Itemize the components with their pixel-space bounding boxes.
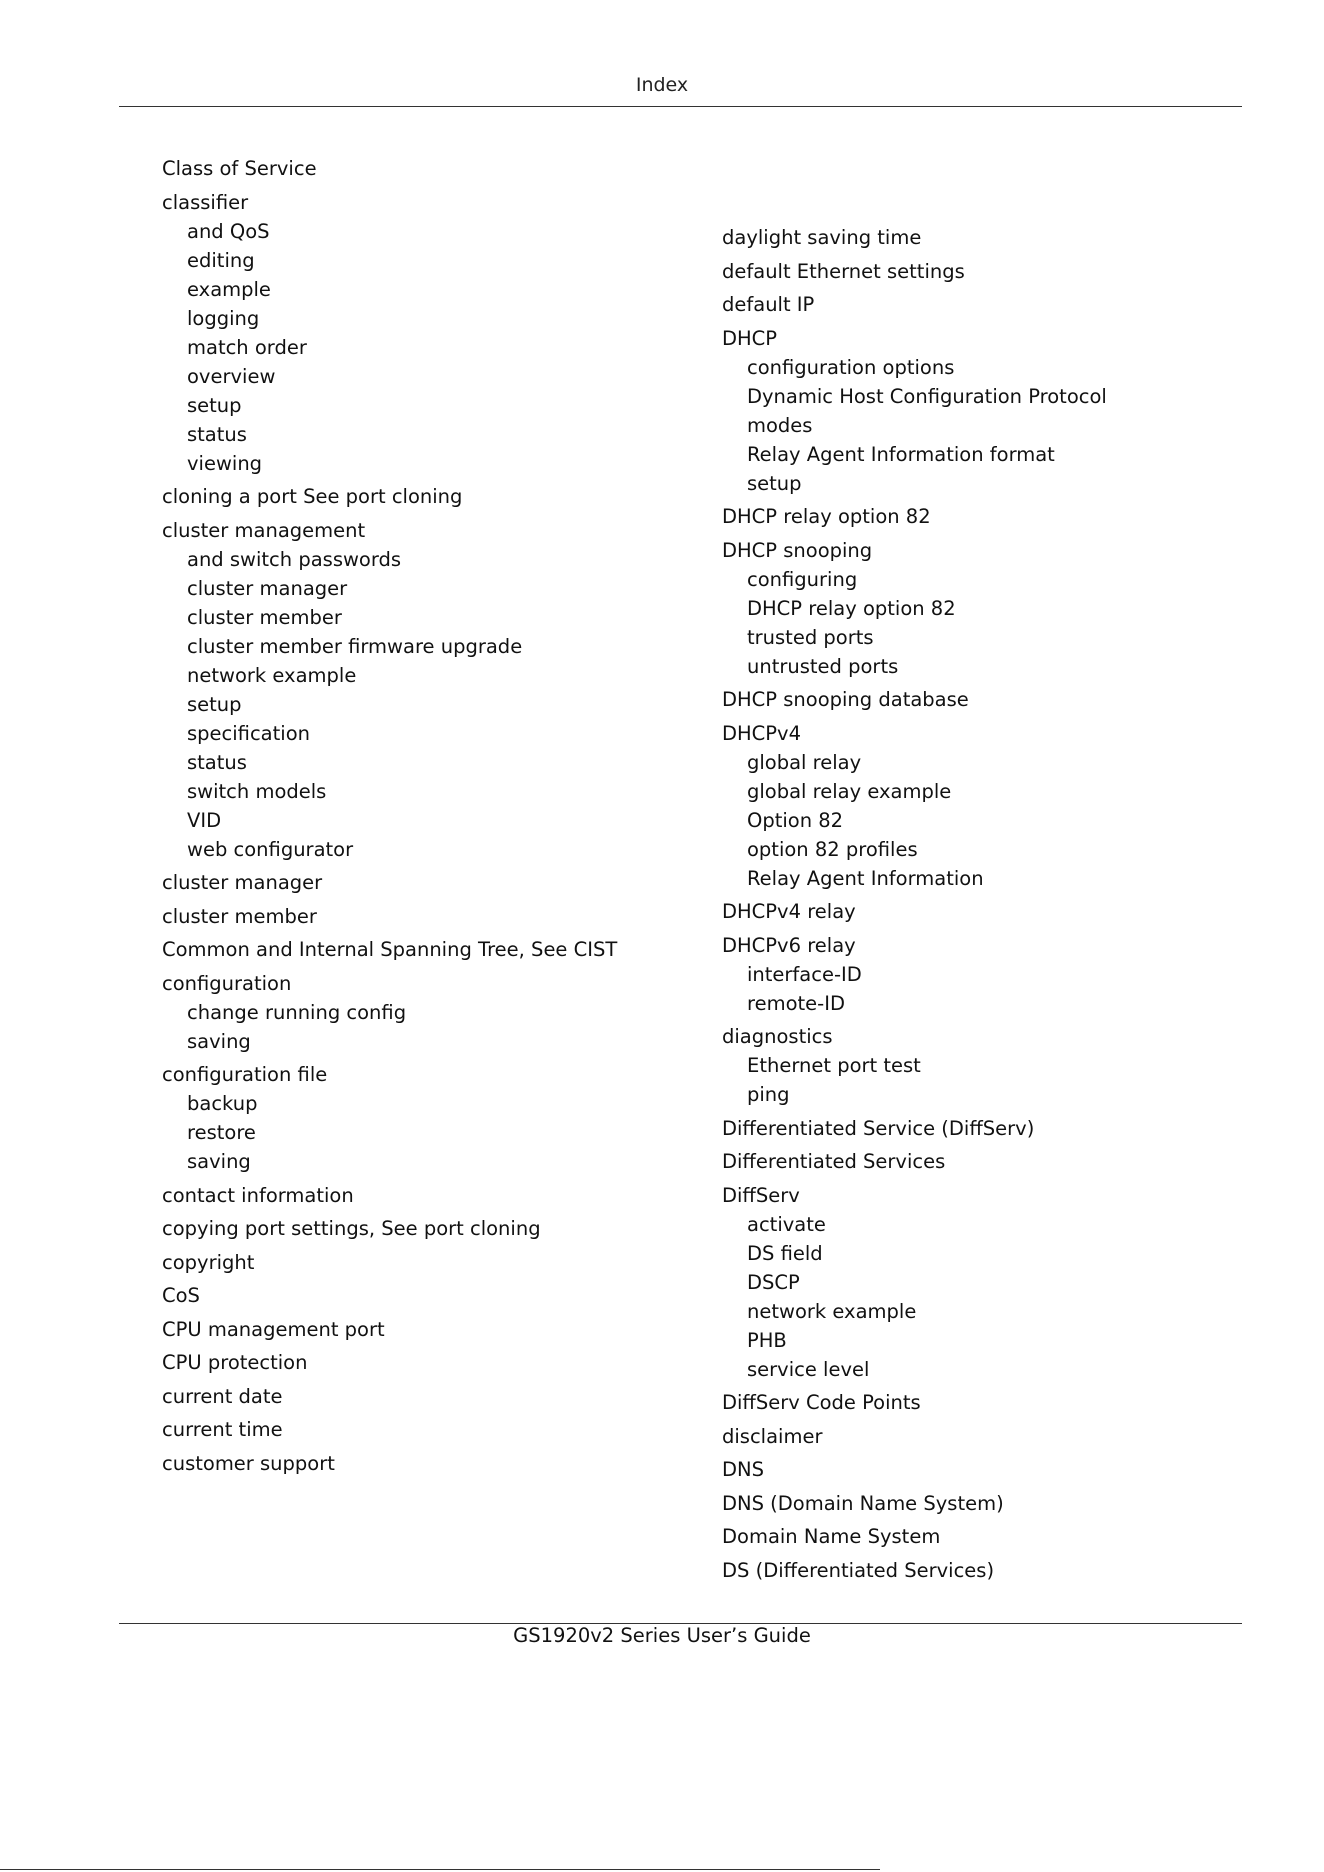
index-subentry: DSCP: [747, 1270, 800, 1294]
index-subentry: Relay Agent Information format: [747, 442, 1055, 466]
index-subentry: and switch passwords: [187, 547, 402, 571]
index-subentry: Dynamic Host Configuration Protocol: [747, 384, 1107, 408]
index-subentry: and QoS: [187, 219, 270, 243]
index-subentry: VID: [187, 808, 222, 832]
index-subentry: DHCP relay option 82: [747, 596, 956, 620]
index-entry: cluster manager: [162, 871, 323, 894]
index-subentry: PHB: [747, 1328, 787, 1352]
index-subentry: example: [187, 277, 271, 301]
index-entry: DS (Differentiated Services): [722, 1558, 995, 1582]
index-entry: configuration file: [162, 1063, 328, 1086]
index-subentry: ping: [747, 1083, 790, 1106]
index-entry: current date: [162, 1384, 283, 1408]
index-subentry: network example: [187, 663, 357, 687]
index-subentry: overview: [187, 364, 276, 388]
index-entry: contact information: [162, 1183, 354, 1207]
index-entry: current time: [162, 1418, 283, 1441]
index-entry: Class of Service: [162, 157, 317, 180]
index-subentry: editing: [187, 248, 255, 272]
index-subentry: saving: [187, 1150, 251, 1173]
index-entry: cloning a port See port cloning: [162, 485, 463, 508]
index-subentry: saving: [187, 1029, 251, 1053]
index-subentry: option 82 profiles: [747, 837, 918, 861]
index-entry: DHCPv4: [722, 721, 801, 745]
index-entry: classifier: [162, 190, 249, 214]
index-entry: disclaimer: [722, 1424, 823, 1448]
index-subentry: Relay Agent Information: [747, 866, 984, 890]
index-subentry: trusted ports: [747, 625, 874, 649]
scan-edge-line: [0, 1869, 880, 1870]
index-subentry: interface-ID: [747, 962, 862, 986]
index-entry: Common and Internal Spanning Tree, See CIST: [162, 938, 618, 961]
index-entry: configuration: [162, 971, 292, 995]
index-subentry: cluster manager: [187, 576, 348, 600]
index-subentry: change running config: [187, 1000, 407, 1024]
header-divider: [119, 106, 1242, 107]
index-entry: copying port settings, See port cloning: [162, 1217, 541, 1240]
index-entry: CPU protection: [162, 1351, 308, 1374]
index-entry: DNS (Domain Name System): [722, 1491, 1004, 1515]
index-entry: DNS: [722, 1458, 764, 1481]
index-subentry: Option 82: [747, 808, 844, 832]
index-subentry: match order: [187, 335, 307, 359]
index-subentry: activate: [747, 1212, 826, 1236]
index-entry: DiffServ Code Points: [722, 1391, 921, 1414]
index-subentry: cluster member firmware upgrade: [187, 634, 523, 658]
index-entry: cluster member: [162, 904, 317, 928]
index-entry: Differentiated Service (DiffServ): [722, 1116, 1035, 1140]
index-entry: DHCPv4 relay: [722, 900, 856, 923]
index-entry: customer support: [162, 1451, 335, 1475]
index-subentry: setup: [187, 692, 242, 716]
page-header-title: Index: [635, 74, 689, 96]
index-subentry: global relay example: [747, 779, 952, 803]
index-entry: DHCP snooping: [722, 538, 873, 562]
index-column-left: [162, 154, 617, 1478]
index-entry: DiffServ: [722, 1183, 800, 1207]
index-subentry: specification: [187, 721, 310, 745]
page-footer-title: GS1920v2 Series User’s Guide: [513, 1624, 811, 1647]
index-entry: DHCP relay option 82: [722, 505, 931, 528]
index-subentry: backup: [187, 1092, 258, 1115]
index-entry: CPU management port: [162, 1317, 385, 1341]
index-subentry: modes: [747, 413, 813, 437]
index-subentry: remote-ID: [747, 991, 845, 1015]
index-subentry: Ethernet port test: [747, 1054, 921, 1077]
index-entry: copyright: [162, 1250, 255, 1274]
index-entry: default Ethernet settings: [722, 259, 965, 283]
index-entry: diagnostics: [722, 1025, 833, 1048]
index-subentry: configuration options: [747, 355, 955, 379]
index-subentry: service level: [747, 1357, 870, 1381]
index-entry: Domain Name System: [722, 1525, 941, 1548]
index-subentry: setup: [187, 393, 242, 417]
index-entry: default IP: [722, 293, 815, 316]
index-entry: Differentiated Services: [722, 1150, 946, 1173]
index-entry: cluster management: [162, 518, 366, 542]
index-subentry: viewing: [187, 451, 263, 475]
index-subentry: status: [187, 750, 247, 774]
index-subentry: status: [187, 422, 247, 446]
index-subentry: setup: [747, 471, 802, 495]
index-subentry: cluster member: [187, 605, 342, 629]
index-entry: DHCPv6 relay: [722, 933, 856, 957]
index-entry: daylight saving time: [722, 226, 922, 249]
index-subentry: switch models: [187, 779, 327, 803]
index-subentry: network example: [747, 1299, 917, 1323]
index-column-right: [722, 223, 1107, 1585]
index-subentry: DS field: [747, 1241, 823, 1265]
index-subentry: restore: [187, 1121, 256, 1144]
index-subentry: logging: [187, 306, 260, 330]
index-entry: DHCP: [722, 326, 778, 350]
index-subentry: web configurator: [187, 837, 354, 861]
index-subentry: untrusted ports: [747, 654, 899, 678]
index-entry: DHCP snooping database: [722, 688, 969, 711]
index-subentry: configuring: [747, 567, 858, 591]
index-subentry: global relay: [747, 750, 862, 774]
index-entry: CoS: [162, 1284, 200, 1307]
